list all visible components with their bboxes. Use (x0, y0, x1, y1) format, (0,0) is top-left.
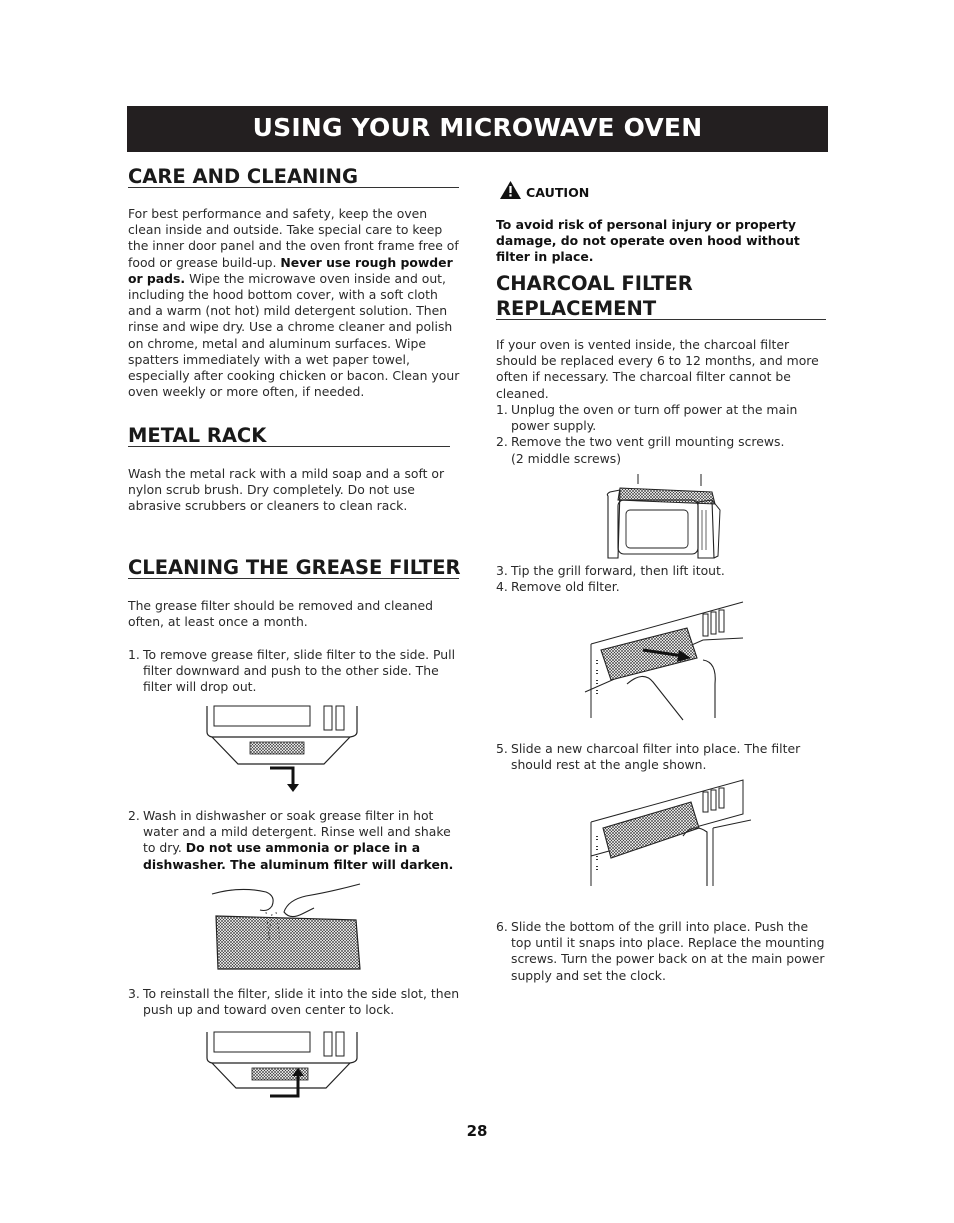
step-text: Remove the two vent grill mounting screws. (511, 434, 785, 450)
step-number: 1. (496, 402, 508, 417)
list-item (496, 563, 826, 579)
step-text: Remove old filter. (511, 579, 620, 595)
list-item (496, 402, 826, 434)
grease-step-2 (128, 808, 461, 873)
charcoal-steps-3-4 (496, 563, 826, 595)
charcoal-heading-line-1: CHARCOAL FILTER (496, 272, 693, 295)
step-text: Tip the grill forward, then lift itout. (511, 563, 725, 578)
title-banner (127, 106, 828, 152)
step-number: 2. (128, 808, 140, 823)
list-item (496, 579, 826, 595)
charcoal-heading-line-2: REPLACEMENT (496, 297, 657, 320)
grease-intro: The grease filter should be removed and cleaned often, at least once a month. (128, 598, 433, 630)
step-number: 5. (496, 741, 508, 756)
rack-heading: METAL RACK (128, 424, 267, 447)
charcoal-steps-1-2 (496, 402, 826, 467)
charcoal-step-5 (496, 741, 826, 773)
step-number: 3. (128, 986, 140, 1001)
step-text: Slide the bottom of the grill into place. Push the top until it snaps into place. Replace the mounting screws. Turn the power back on at the main power supply and set the clock. (511, 919, 825, 983)
list-item (496, 451, 826, 467)
warning-icon (500, 181, 521, 199)
step-number: 6. (496, 919, 508, 934)
grease-filter-reinstall-figure (200, 1030, 365, 1102)
step-number: 2. (496, 434, 508, 450)
page-title: USING YOUR MICROWAVE OVEN (252, 113, 703, 142)
list-item (496, 919, 826, 984)
step-text: To remove grease filter, slide filter to the side. Pull filter downward and push to the other side. The filter will drop out. (143, 647, 456, 695)
grease-rule (128, 578, 459, 579)
step-warning: Do not use ammonia or place in a dishwasher. The aluminum filter will darken. (143, 840, 454, 872)
caution-label: CAUTION (526, 185, 590, 200)
step-number: 3. (496, 563, 508, 578)
grease-step-1 (128, 647, 461, 696)
step-number: 4. (496, 579, 508, 595)
care-text (128, 206, 460, 400)
charcoal-intro: If your oven is vented inside, the charcoal filter should be replaced every 6 to 12 months, and more often if necessary. The charcoal filter cannot be cleaned. (496, 337, 819, 401)
grease-heading: CLEANING THE GREASE FILTER (128, 556, 461, 579)
step-text: (2 middle screws) (511, 450, 622, 466)
grease-filter-removal-figure (200, 704, 365, 796)
list-item (496, 741, 826, 773)
step-text: To reinstall the filter, slide it into the side slot, then push up and toward oven center to lock. (143, 986, 460, 1018)
step-number: 1. (128, 647, 140, 662)
care-text-1: For best performance and safety, keep the oven clean inside and outside. Take special care to keep the inner door panel and the oven front frame free of food or grease build-up. (128, 206, 459, 270)
rack-rule (128, 446, 450, 447)
list-item (496, 434, 826, 450)
charcoal-rule (496, 319, 826, 320)
step-text: Wash in dishwasher or soak grease filter in hot water and a mild detergent. Rinse well and shake to dry. (143, 808, 451, 856)
wash-filter-figure (210, 882, 370, 974)
rack-text: Wash the metal rack with a mild soap and a soft or nylon scrub brush. Dry completely. Do not use abrasive scrubbers or cleaners to clean rack. (128, 466, 445, 514)
vent-grill-screws-figure (600, 470, 722, 562)
care-heading: CARE AND CLEANING (128, 165, 358, 188)
page-number: 28 (466, 1122, 488, 1140)
care-rule (128, 187, 459, 188)
step-text: Unplug the oven or turn off power at the main power supply. (511, 402, 798, 434)
care-text-bold: Never use rough powder or pads. (128, 254, 453, 286)
step-text: Slide a new charcoal filter into place. The filter should rest at the angle shown. (511, 741, 801, 773)
charcoal-step-6 (496, 919, 826, 984)
grease-step-3 (128, 986, 461, 1018)
remove-old-filter-figure (583, 600, 751, 722)
new-filter-in-place-figure (583, 776, 751, 888)
care-text-2: Wipe the microwave oven inside and out, including the hood bottom cover, with a soft cloth and a warm (not hot) mild detergent solution. Then rinse and wipe dry. Use a chrome cleaner and polish on chrome, metal and aluminum surfaces. Wipe spatters immediately with a wet paper towel, especially after cooking chicken or bacon. Clean your oven weekly or more often, if needed. (128, 270, 460, 400)
caution-text: To avoid risk of personal injury or property damage, do not operate oven hood without filter in place. (496, 217, 800, 264)
